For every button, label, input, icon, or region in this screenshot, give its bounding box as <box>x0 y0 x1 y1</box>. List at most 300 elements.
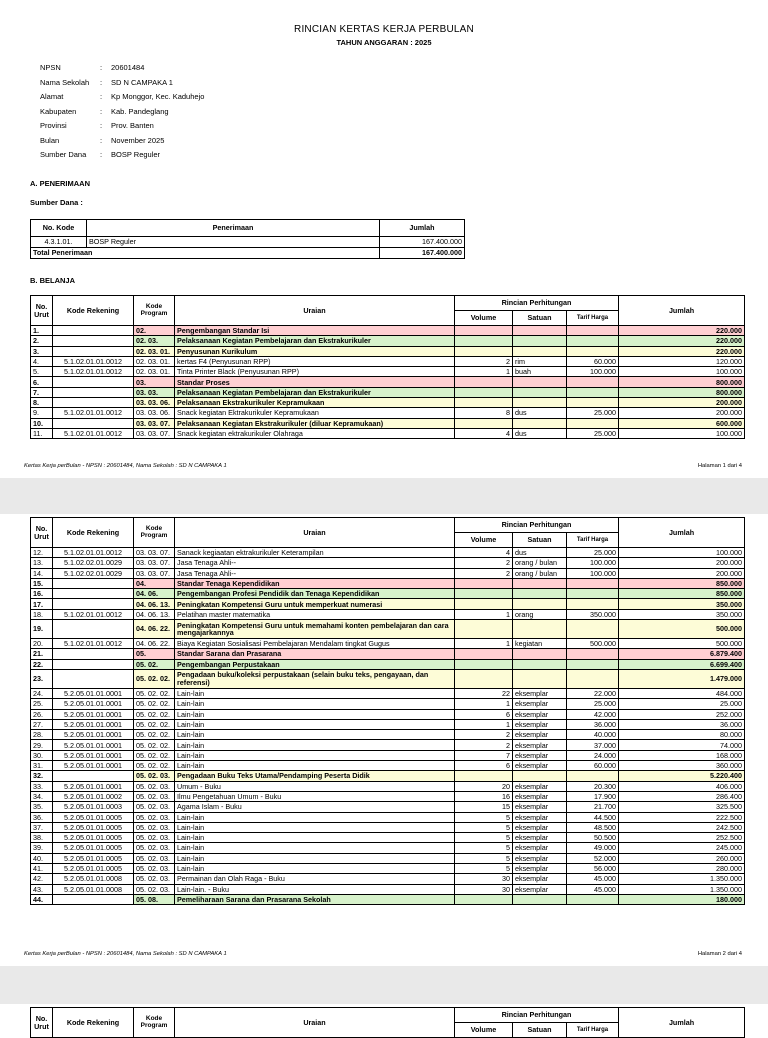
cell-rek <box>53 669 134 688</box>
cell-uraian: Lain-lain <box>175 812 455 822</box>
cell-sat: kegiatan <box>513 639 567 649</box>
cell-uraian: Pengadaan buku/koleksi perpustakaan (selain buku teks, pengayaan, dan referensi) <box>175 669 455 688</box>
cell-vol <box>455 398 513 408</box>
cell-sat: eksemplar <box>513 730 567 740</box>
cell-vol <box>455 659 513 669</box>
cell-prog: 05. 02. 03. <box>134 874 175 884</box>
cell-vol: 22 <box>455 688 513 698</box>
cell-sat: eksemplar <box>513 864 567 874</box>
cell-sat: orang / bulan <box>513 568 567 578</box>
cell-jml: 500.000 <box>619 620 745 639</box>
cell-tarif: 100.000 <box>567 558 619 568</box>
cell-no: 35. <box>31 802 53 812</box>
cell-rek: 5.1.02.01.01.0012 <box>53 639 134 649</box>
cell-prog: 05. 02. 03. <box>134 884 175 894</box>
cell-uraian: Lain-lain <box>175 740 455 750</box>
cell-vol: 8 <box>455 408 513 418</box>
cell-no: 39. <box>31 843 53 853</box>
cell-prog: 03. 03. 07. <box>134 558 175 568</box>
cell-tarif <box>567 578 619 588</box>
cell-prog: 04. 06. 22. <box>134 639 175 649</box>
cell-prog: 05. 08. <box>134 894 175 904</box>
cell-vol: 5 <box>455 812 513 822</box>
cell-uraian: Standar Sarana dan Prasarana <box>175 649 455 659</box>
cell-tarif <box>567 326 619 336</box>
table-row <box>31 719 745 729</box>
cell-sat: rim <box>513 356 567 366</box>
cell-prog: 03. 03. 06. <box>134 408 175 418</box>
cell-jml: 5.220.400 <box>619 771 745 781</box>
cell-uraian: Peningkatan Kompetensi Guru untuk memperkuat numerasi <box>175 599 455 609</box>
table-row <box>31 812 745 822</box>
cell-sat <box>513 589 567 599</box>
info-row: Bulan : November 2025 <box>40 135 165 145</box>
cell-tarif <box>567 418 619 428</box>
page-separator <box>0 966 768 1004</box>
cell-prog: 04. 06. 13. <box>134 599 175 609</box>
cell-vol: 1 <box>455 609 513 619</box>
cell-jml: 242.500 <box>619 822 745 832</box>
info-row: Alamat : Kp Monggor, Kec. Kaduhejo <box>40 92 205 101</box>
table-row <box>31 874 745 884</box>
cell-vol: 1 <box>455 719 513 729</box>
cell-rek: 5.2.05.01.01.0005 <box>53 833 134 843</box>
cell-no: 24. <box>31 688 53 698</box>
table-row <box>31 599 745 609</box>
cell-uraian: Lain-lain <box>175 750 455 760</box>
cell-uraian: Pengembangan Profesi Pendidik dan Tenaga Kependidikan <box>175 589 455 599</box>
cell-sat: eksemplar <box>513 802 567 812</box>
cell-no: 20. <box>31 639 53 649</box>
page-footer-left: Kertas Kerja perBulan - NPSN : 20601484, Nama Sekolah : SD N CAMPAKA 1 <box>24 463 227 469</box>
cell-jml: 200.000 <box>619 558 745 568</box>
table-row: 4.3.1.01. BOSP Reguler 167.400.000 <box>31 237 465 248</box>
cell-vol <box>455 326 513 336</box>
cell-tarif <box>567 649 619 659</box>
cell-tarif: 25.000 <box>567 699 619 709</box>
cell-prog: 02. 03. <box>134 336 175 346</box>
cell-jml: 600.000 <box>619 418 745 428</box>
table-row <box>31 659 745 669</box>
cell-tarif: 20.300 <box>567 781 619 791</box>
cell-uraian: Pelaksanaan Kegiatan Pembelajaran dan Ekstrakurikuler <box>175 336 455 346</box>
cell-uraian: Pengembangan Perpustakaan <box>175 659 455 669</box>
document-title: RINCIAN KERTAS KERJA PERBULAN <box>294 24 474 35</box>
info-row: NPSN : 20601484 <box>40 63 145 72</box>
cell-prog: 04. 06. 22. <box>134 620 175 639</box>
cell-sat <box>513 326 567 336</box>
table-row <box>31 418 745 428</box>
cell-prog: 05. <box>134 649 175 659</box>
cell-jml: 220.000 <box>619 346 745 356</box>
cell-rek: 5.2.05.01.01.0001 <box>53 740 134 750</box>
cell-tarif: 17.900 <box>567 791 619 801</box>
cell-rek <box>53 894 134 904</box>
cell-prog: 05. 02. <box>134 659 175 669</box>
cell-prog: 02. 03. 01. <box>134 356 175 366</box>
cell-uraian: Biaya Kegiatan Sosialisasi Pembelajaran Mendalam tingkat Gugus <box>175 639 455 649</box>
cell-vol <box>455 669 513 688</box>
column-header: Penerimaan <box>87 220 380 237</box>
cell-tarif: 25.000 <box>567 548 619 558</box>
cell-jml: 360.000 <box>619 761 745 771</box>
cell-uraian: Pelaksanaan Kegiatan Ekstrakurikuler (diluar Kepramukaan) <box>175 418 455 428</box>
cell-prog: 05. 02. 03. <box>134 812 175 822</box>
cell-tarif: 36.000 <box>567 719 619 729</box>
cell-uraian: Lain-lain <box>175 761 455 771</box>
cell-no: 2. <box>31 336 53 346</box>
cell-jml: 286.400 <box>619 791 745 801</box>
column-header-no: No. Urut <box>31 518 53 548</box>
cell-rek: 5.2.05.01.01.0005 <box>53 843 134 853</box>
cell-tarif <box>567 387 619 397</box>
cell-rek <box>53 659 134 669</box>
cell-vol: 5 <box>455 822 513 832</box>
cell-vol <box>455 620 513 639</box>
column-header-jumlah: Jumlah <box>619 1008 745 1038</box>
cell-vol: 4 <box>455 548 513 558</box>
cell-no: 16. <box>31 589 53 599</box>
cell-prog: 05. 02. 03. <box>134 864 175 874</box>
cell-prog: 05. 02. 02. <box>134 669 175 688</box>
cell-vol: 5 <box>455 864 513 874</box>
cell-jml: 850.000 <box>619 578 745 588</box>
cell-sat: eksemplar <box>513 853 567 863</box>
cell-jml: 800.000 <box>619 387 745 397</box>
cell-vol <box>455 387 513 397</box>
cell-tarif: 40.000 <box>567 730 619 740</box>
cell-sat <box>513 620 567 639</box>
cell-prog: 03. <box>134 377 175 387</box>
cell-tarif: 49.000 <box>567 843 619 853</box>
cell-sat <box>513 578 567 588</box>
cell-vol: 2 <box>455 356 513 366</box>
belanja-table-page-1 <box>30 295 745 439</box>
cell-vol: 16 <box>455 791 513 801</box>
cell-rek <box>53 326 134 336</box>
cell-uraian: Lain-lain <box>175 709 455 719</box>
cell-sat: orang <box>513 609 567 619</box>
cell-jml: 180.000 <box>619 894 745 904</box>
table-row <box>31 356 745 366</box>
column-header-volume: Volume <box>455 311 513 326</box>
cell-vol <box>455 589 513 599</box>
cell-rek: 5.1.02.01.01.0012 <box>53 408 134 418</box>
cell-tarif: 37.000 <box>567 740 619 750</box>
table-row <box>31 620 745 639</box>
cell-sat: dus <box>513 408 567 418</box>
cell-sat <box>513 894 567 904</box>
info-row: Sumber Dana : BOSP Reguler <box>40 150 161 159</box>
cell-rek: 5.2.05.01.01.0008 <box>53 884 134 894</box>
cell-prog: 05. 02. 03. <box>134 771 175 781</box>
cell-sat: eksemplar <box>513 884 567 894</box>
cell-no: 26. <box>31 709 53 719</box>
cell-tarif: 56.000 <box>567 864 619 874</box>
cell-rek: 5.1.02.01.01.0012 <box>53 428 134 438</box>
cell-rek: 5.2.05.01.01.0005 <box>53 822 134 832</box>
cell-vol: 15 <box>455 802 513 812</box>
column-header-rincian: Rincian Perhitungan <box>455 296 619 311</box>
cell-tarif: 21.700 <box>567 802 619 812</box>
cell-jml: 260.000 <box>619 853 745 863</box>
cell-uraian: Sanack kegiaatan ektrakurikuler Keterampilan <box>175 548 455 558</box>
cell-sat <box>513 377 567 387</box>
cell-rek: 5.1.02.02.01.0029 <box>53 568 134 578</box>
column-header-rincian: Rincian Perhitungan <box>455 1008 619 1023</box>
cell-no: 17. <box>31 599 53 609</box>
cell-rek <box>53 649 134 659</box>
school-info <box>40 63 204 165</box>
cell-rek: 5.2.05.01.01.0008 <box>53 874 134 884</box>
cell-tarif <box>567 589 619 599</box>
cell-sat: eksemplar <box>513 709 567 719</box>
cell-tarif: 22.000 <box>567 688 619 698</box>
cell-no: 22. <box>31 659 53 669</box>
cell-rek: 5.2.05.01.01.0002 <box>53 791 134 801</box>
cell-rek <box>53 377 134 387</box>
cell-vol <box>455 377 513 387</box>
table-row <box>31 367 745 377</box>
cell-rek <box>53 599 134 609</box>
cell-uraian: Lain-lain <box>175 853 455 863</box>
table-row <box>31 558 745 568</box>
table-row <box>31 822 745 832</box>
cell-vol <box>455 771 513 781</box>
cell-no: 7. <box>31 387 53 397</box>
cell-no: 1. <box>31 326 53 336</box>
table-row <box>31 853 745 863</box>
table-row <box>31 639 745 649</box>
cell-uraian: Umum - Buku <box>175 781 455 791</box>
cell-sat <box>513 669 567 688</box>
column-header-jumlah: Jumlah <box>619 518 745 548</box>
cell-jml: 25.000 <box>619 699 745 709</box>
cell-no: 6. <box>31 377 53 387</box>
document-page-1 <box>0 0 768 478</box>
cell-no: 30. <box>31 750 53 760</box>
cell-sat: eksemplar <box>513 699 567 709</box>
cell-prog: 03. 03. <box>134 387 175 397</box>
cell-sat: dus <box>513 428 567 438</box>
info-row: Kabupaten : Kab. Pandeglang <box>40 106 169 116</box>
cell-vol: 2 <box>455 558 513 568</box>
cell-no: 14. <box>31 568 53 578</box>
cell-jml: 100.000 <box>619 367 745 377</box>
table-row <box>31 791 745 801</box>
cell-prog: 05. 02. 02. <box>134 730 175 740</box>
column-header-uraian: Uraian <box>175 1008 455 1038</box>
cell-sat: eksemplar <box>513 791 567 801</box>
table-row <box>31 709 745 719</box>
table-row <box>31 740 745 750</box>
cell-prog: 05. 02. 02. <box>134 761 175 771</box>
cell-uraian: Lain-lain <box>175 688 455 698</box>
cell-tarif: 350.000 <box>567 609 619 619</box>
cell-vol: 1 <box>455 639 513 649</box>
cell-rek <box>53 578 134 588</box>
cell-jml: 36.000 <box>619 719 745 729</box>
cell-tarif: 60.000 <box>567 356 619 366</box>
cell-uraian: Standar Proses <box>175 377 455 387</box>
penerimaan-table <box>30 219 465 259</box>
cell-prog: 05. 02. 03. <box>134 791 175 801</box>
cell-jml: 350.000 <box>619 609 745 619</box>
cell-prog: 05. 02. 03. <box>134 853 175 863</box>
cell-jml: 100.000 <box>619 428 745 438</box>
cell-tarif: 45.000 <box>567 884 619 894</box>
cell-tarif: 52.000 <box>567 853 619 863</box>
document-subtitle: TAHUN ANGGARAN : 2025 <box>336 38 432 47</box>
cell-sat: eksemplar <box>513 843 567 853</box>
cell-uraian: Ilmu Pengetahuan Umum - Buku <box>175 791 455 801</box>
cell-no: 25. <box>31 699 53 709</box>
cell-sat: eksemplar <box>513 781 567 791</box>
cell-jml: 222.500 <box>619 812 745 822</box>
cell-no: 19. <box>31 620 53 639</box>
cell-no: 42. <box>31 874 53 884</box>
cell-sat: eksemplar <box>513 874 567 884</box>
cell-tarif: 100.000 <box>567 568 619 578</box>
cell-tarif <box>567 336 619 346</box>
cell-tarif: 60.000 <box>567 761 619 771</box>
cell-jml: 80.000 <box>619 730 745 740</box>
column-header-satuan: Satuan <box>513 1023 567 1038</box>
cell-sat: buah <box>513 367 567 377</box>
cell-vol: 4 <box>455 428 513 438</box>
document-page-3 <box>0 1004 768 1035</box>
cell-no: 43. <box>31 884 53 894</box>
cell-vol: 1 <box>455 367 513 377</box>
cell-sat: orang / bulan <box>513 558 567 568</box>
cell-sat: eksemplar <box>513 761 567 771</box>
cell-jml: 1.350.000 <box>619 884 745 894</box>
cell-rek <box>53 620 134 639</box>
table-row <box>31 609 745 619</box>
cell-sat: eksemplar <box>513 719 567 729</box>
cell-rek <box>53 398 134 408</box>
column-header-no: No. Urut <box>31 1008 53 1038</box>
cell-jml: 220.000 <box>619 336 745 346</box>
page-footer-left: Kertas Kerja perBulan - NPSN : 20601484, Nama Sekolah : SD N CAMPAKA 1 <box>24 951 227 957</box>
cell-rek: 5.2.05.01.01.0001 <box>53 709 134 719</box>
cell-uraian: Lain-lain <box>175 719 455 729</box>
cell-jml: 220.000 <box>619 326 745 336</box>
table-row <box>31 761 745 771</box>
cell-jml: 120.000 <box>619 356 745 366</box>
cell-prog: 04. 06. <box>134 589 175 599</box>
cell-rek: 5.1.02.01.01.0012 <box>53 356 134 366</box>
cell-vol: 6 <box>455 761 513 771</box>
cell-no: 5. <box>31 367 53 377</box>
cell-uraian: Jasa Tenaga Ahli-- <box>175 568 455 578</box>
column-header-tarif: Tarif Harga <box>567 311 619 326</box>
cell-no: 13. <box>31 558 53 568</box>
cell-no: 27. <box>31 719 53 729</box>
cell-prog: 03. 03. 07. <box>134 568 175 578</box>
cell-uraian: Lain-lain. - Buku <box>175 884 455 894</box>
cell-jml: 1.479.000 <box>619 669 745 688</box>
cell-uraian: Lain-lain <box>175 730 455 740</box>
cell-rek: 5.2.05.01.01.0005 <box>53 864 134 874</box>
column-header-kode-program: Kode Program <box>134 1008 175 1038</box>
cell-tarif <box>567 398 619 408</box>
cell-prog: 02. <box>134 326 175 336</box>
cell-uraian: Lain-lain <box>175 822 455 832</box>
cell-rek <box>53 771 134 781</box>
column-header-uraian: Uraian <box>175 518 455 548</box>
cell-uraian: kertas F4 (Penyusunan RPP) <box>175 356 455 366</box>
cell-uraian: Lain-lain <box>175 864 455 874</box>
sumber-dana-label: Sumber Dana : <box>30 198 83 207</box>
cell-vol <box>455 418 513 428</box>
cell-prog: 04. <box>134 578 175 588</box>
cell-uraian: Standar Tenaga Kependidikan <box>175 578 455 588</box>
cell-uraian: Snack kegiatan ektrakurikuler Olahraga <box>175 428 455 438</box>
cell-no: 15. <box>31 578 53 588</box>
table-row <box>31 377 745 387</box>
table-row <box>31 398 745 408</box>
cell-prog: 05. 02. 02. <box>134 688 175 698</box>
column-header-kode-rekening: Kode Rekening <box>53 518 134 548</box>
cell-no: 11. <box>31 428 53 438</box>
cell-vol: 5 <box>455 833 513 843</box>
cell-prog: 02. 03. 01. <box>134 346 175 356</box>
cell-tarif: 24.000 <box>567 750 619 760</box>
cell-rek: 5.2.05.01.01.0001 <box>53 781 134 791</box>
cell-prog: 03. 03. 07. <box>134 418 175 428</box>
cell-sat <box>513 649 567 659</box>
cell-vol <box>455 346 513 356</box>
cell-jml: 800.000 <box>619 377 745 387</box>
cell-jml: 6.879.400 <box>619 649 745 659</box>
table-row <box>31 428 745 438</box>
table-row <box>31 589 745 599</box>
cell-tarif <box>567 894 619 904</box>
cell-jml: 850.000 <box>619 589 745 599</box>
table-row <box>31 843 745 853</box>
cell-sat: eksemplar <box>513 750 567 760</box>
cell-vol: 2 <box>455 740 513 750</box>
cell-jml: 252.000 <box>619 709 745 719</box>
cell-jml: 280.000 <box>619 864 745 874</box>
cell-no: 18. <box>31 609 53 619</box>
cell-jml: 200.000 <box>619 398 745 408</box>
cell-rek: 5.2.05.01.01.0001 <box>53 750 134 760</box>
column-header-volume: Volume <box>455 1023 513 1038</box>
cell-tarif: 45.000 <box>567 874 619 884</box>
page-footer-right: Halaman 1 dari 4 <box>697 463 742 469</box>
cell-jml: 484.000 <box>619 688 745 698</box>
cell-tarif <box>567 346 619 356</box>
cell-uraian: Pemeliharaan Sarana dan Prasarana Sekolah <box>175 894 455 904</box>
cell-prog: 05. 02. 02. <box>134 709 175 719</box>
cell-vol: 1 <box>455 699 513 709</box>
cell-rek: 5.2.05.01.01.0001 <box>53 730 134 740</box>
cell-prog: 05. 02. 02. <box>134 750 175 760</box>
cell-no: 31. <box>31 761 53 771</box>
column-header-kode-rekening: Kode Rekening <box>53 296 134 326</box>
cell-rek: 5.2.05.01.01.0001 <box>53 719 134 729</box>
column-header-tarif: Tarif Harga <box>567 533 619 548</box>
cell-prog: 04. 06. 13. <box>134 609 175 619</box>
cell-no: 8. <box>31 398 53 408</box>
cell-jml: 245.000 <box>619 843 745 853</box>
cell-prog: 02. 03. 01. <box>134 367 175 377</box>
page-footer-right: Halaman 2 dari 4 <box>697 951 742 957</box>
cell-no: 36. <box>31 812 53 822</box>
table-row <box>31 548 745 558</box>
